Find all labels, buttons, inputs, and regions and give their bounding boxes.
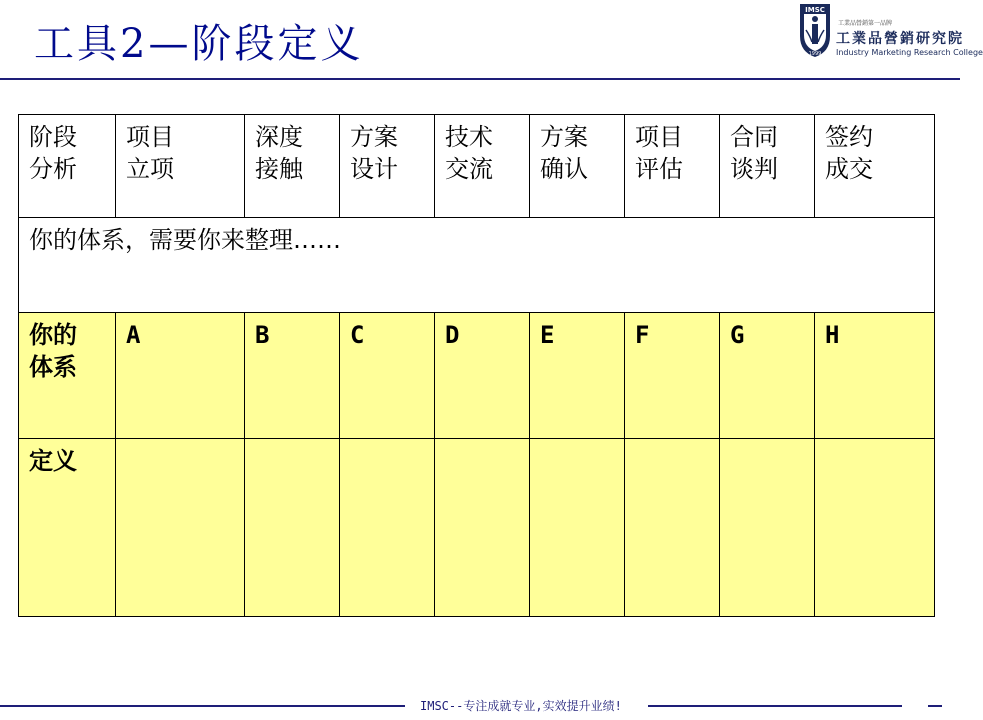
footer-rule-right xyxy=(648,705,902,707)
letter-cell: F xyxy=(625,313,720,439)
title-divider xyxy=(0,78,960,80)
letter-cell: A xyxy=(116,313,245,439)
header-cell: 签约 成交 xyxy=(815,115,935,218)
letter-cell: B xyxy=(245,313,340,439)
definition-cell xyxy=(245,439,340,617)
seal-text: IMSC xyxy=(805,6,825,14)
footer-rule-end xyxy=(928,705,942,707)
definition-cell xyxy=(116,439,245,617)
seal-year: 1999 xyxy=(808,51,822,57)
footer-slogan: IMSC--专注成就专业,实效提升业绩! xyxy=(420,699,622,713)
logo-name-cn: 工業品營銷研究院 xyxy=(836,31,964,47)
definition-cell xyxy=(435,439,530,617)
definition-cell xyxy=(340,439,435,617)
letter-cell: G xyxy=(720,313,815,439)
stage-header-row xyxy=(19,115,935,218)
logo-tagline: 工業品營銷第一品牌 xyxy=(838,20,893,27)
letter-cell: C xyxy=(340,313,435,439)
letter-cell: E xyxy=(530,313,625,439)
definition-cell xyxy=(530,439,625,617)
system-label-cell: 你的 体系 xyxy=(19,313,116,439)
stage-definition-table xyxy=(18,114,935,617)
definition-label-cell: 定义 xyxy=(19,439,116,617)
logo-name-en: Industry Marketing Research College xyxy=(836,48,983,57)
header-cell: 技术 交流 xyxy=(435,115,530,218)
header-cell: 深度 接触 xyxy=(245,115,340,218)
header-cell: 阶段 分析 xyxy=(19,115,116,218)
header-cell: 项目 评估 xyxy=(625,115,720,218)
slide-title: 工具2—阶段定义 xyxy=(34,21,364,67)
header-cell: 方案 设计 xyxy=(340,115,435,218)
header-cell: 方案 确认 xyxy=(530,115,625,218)
definition-cell xyxy=(815,439,935,617)
imsc-logo xyxy=(794,2,983,64)
note-cell: 你的体系，需要你来整理…… xyxy=(19,218,935,313)
definition-cell xyxy=(625,439,720,617)
header-cell: 项目 立项 xyxy=(116,115,245,218)
note-row xyxy=(19,218,935,313)
definition-cell xyxy=(720,439,815,617)
footer-rule-left xyxy=(0,705,405,707)
definition-row xyxy=(19,439,935,617)
letter-cell: D xyxy=(435,313,530,439)
imsc-seal-icon xyxy=(798,2,832,58)
system-row xyxy=(19,313,935,439)
header-cell: 合同 谈判 xyxy=(720,115,815,218)
letter-cell: H xyxy=(815,313,935,439)
